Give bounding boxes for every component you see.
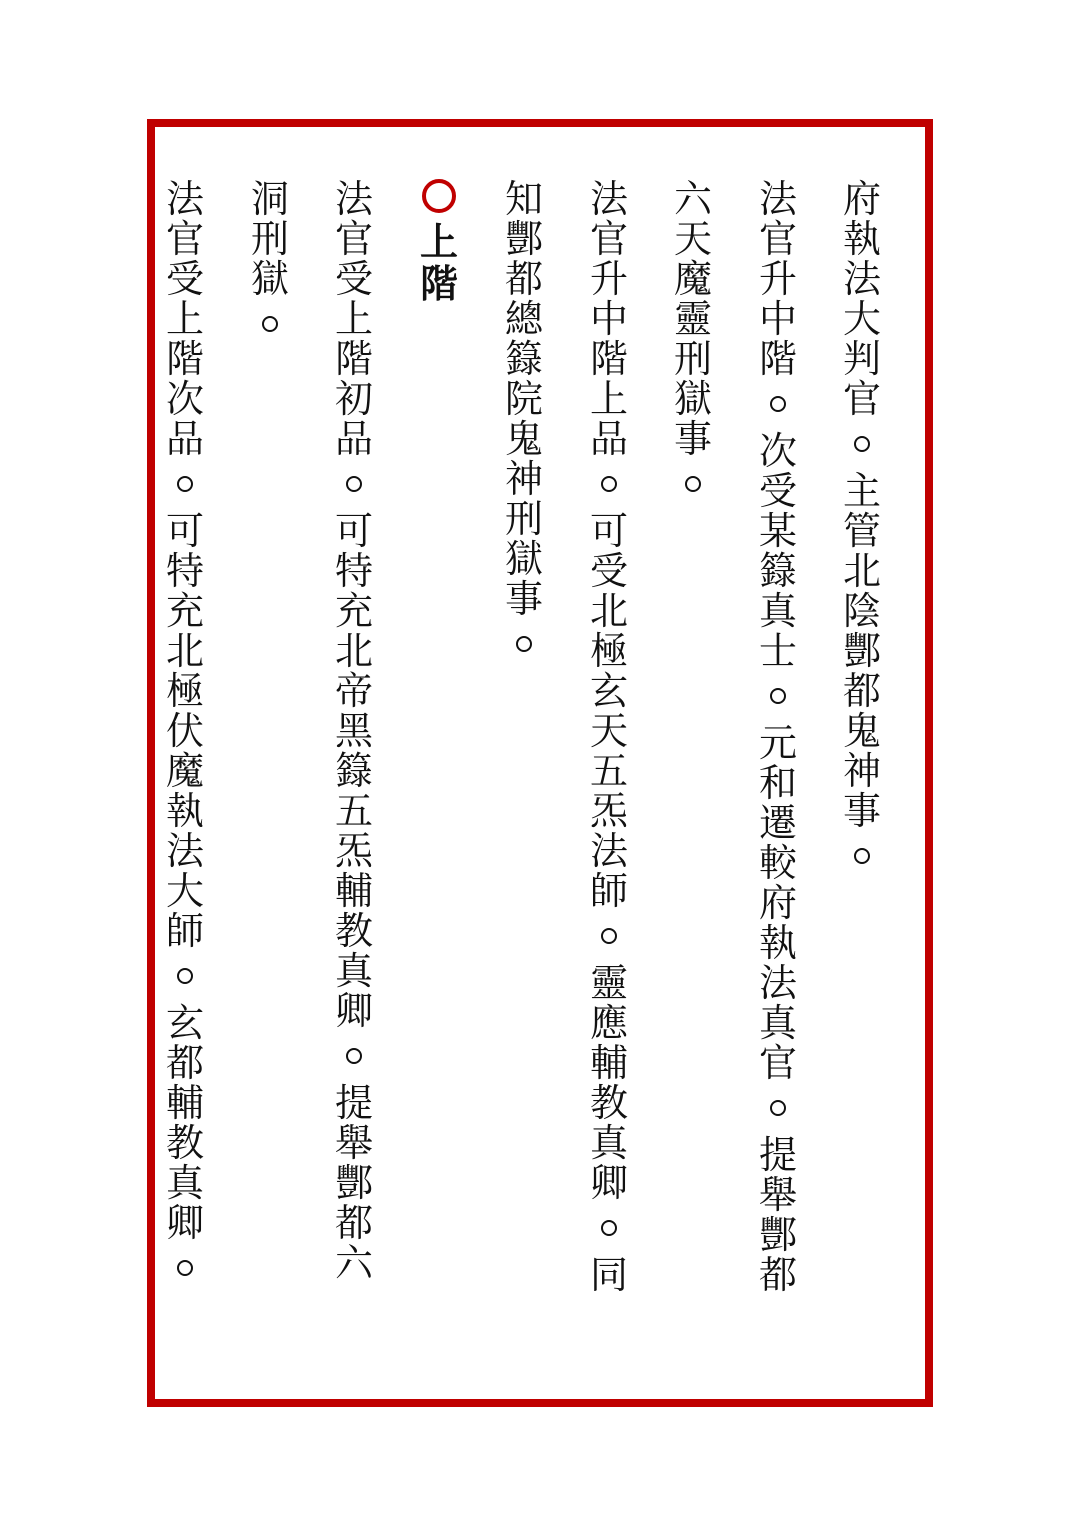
text-char: 知	[504, 177, 543, 221]
text-column-6	[330, 179, 378, 1283]
period-mark	[585, 911, 633, 945]
text-char: 法	[165, 829, 204, 873]
text-char: 升	[589, 257, 628, 301]
text-char: 都	[504, 257, 543, 301]
text-char: 應	[589, 1001, 628, 1045]
text-char: 舉	[758, 1173, 797, 1217]
text-char: 判	[842, 337, 881, 381]
text-char: 事	[504, 577, 543, 621]
text-char: 黑	[334, 709, 373, 753]
text-char: 可	[589, 509, 628, 553]
text-char: 五	[334, 789, 373, 833]
period-mark	[161, 1243, 209, 1277]
text-char: 提	[334, 1081, 373, 1125]
text-char: 官	[758, 1041, 797, 1085]
period-mark	[838, 831, 886, 865]
text-char: 中	[758, 297, 797, 341]
section-heading	[415, 179, 463, 305]
text-char: 官	[165, 217, 204, 261]
text-char: 教	[165, 1121, 204, 1165]
text-char: 真	[589, 1121, 628, 1165]
text-char: 靈	[589, 961, 628, 1005]
period-mark	[669, 459, 717, 493]
period-mark	[838, 419, 886, 453]
text-char: 管	[842, 509, 881, 553]
text-char: 真	[758, 589, 797, 633]
text-char: 大	[165, 869, 204, 913]
period-mark	[754, 1083, 802, 1117]
text-char: 魔	[673, 257, 712, 301]
text-char: 法	[334, 177, 373, 221]
text-char: 教	[589, 1081, 628, 1125]
text-char: 特	[165, 549, 204, 593]
text-column-8	[161, 179, 209, 1277]
period-mark	[330, 1031, 378, 1065]
text-char: 都	[842, 669, 881, 713]
text-char: 受	[334, 257, 373, 301]
text-char: 次	[165, 377, 204, 421]
text-char: 上	[334, 297, 373, 341]
period-mark	[585, 459, 633, 493]
text-char: 師	[589, 869, 628, 913]
text-char: 初	[334, 377, 373, 421]
text-char: 北	[165, 629, 204, 673]
text-char: 府	[842, 177, 881, 221]
text-char: 大	[842, 297, 881, 341]
text-char: 鬼	[504, 417, 543, 461]
text-char: 伏	[165, 709, 204, 753]
text-char: 府	[758, 881, 797, 925]
text-char: 炁	[334, 829, 373, 873]
text-char: 特	[334, 549, 373, 593]
text-char: 品	[589, 417, 628, 461]
text-column-7	[246, 179, 294, 333]
circle-marker-icon	[422, 179, 456, 213]
text-char: 北	[334, 629, 373, 673]
text-char: 官	[334, 217, 373, 261]
text-char: 獄	[504, 537, 543, 581]
text-char: 酆	[334, 1161, 373, 1205]
period-mark	[246, 299, 294, 333]
text-char: 法	[758, 177, 797, 221]
text-char: 極	[589, 629, 628, 673]
text-char: 洞	[250, 177, 289, 221]
text-char: 次	[758, 429, 797, 473]
text-char: 刑	[250, 217, 289, 261]
text-char: 品	[334, 417, 373, 461]
text-char: 官	[842, 377, 881, 421]
text-char: 神	[504, 457, 543, 501]
heading-char: 階	[419, 262, 458, 306]
text-char: 士	[758, 629, 797, 673]
text-char: 上	[589, 377, 628, 421]
text-char: 充	[165, 589, 204, 633]
text-char: 酆	[758, 1213, 797, 1257]
text-char: 和	[758, 761, 797, 805]
period-mark	[161, 951, 209, 985]
text-char: 主	[842, 469, 881, 513]
text-char: 某	[758, 509, 797, 553]
text-char: 師	[165, 909, 204, 953]
text-char: 法	[589, 829, 628, 873]
text-char: 充	[334, 589, 373, 633]
text-char: 可	[165, 509, 204, 553]
text-char: 酆	[842, 629, 881, 673]
text-char: 執	[842, 217, 881, 261]
text-char: 刑	[504, 497, 543, 541]
text-char: 炁	[589, 789, 628, 833]
period-mark	[330, 459, 378, 493]
text-char: 執	[165, 789, 204, 833]
text-char: 真	[165, 1161, 204, 1205]
text-char: 教	[334, 909, 373, 953]
text-char: 舉	[334, 1121, 373, 1165]
text-char: 總	[504, 297, 543, 341]
text-char: 法	[842, 257, 881, 301]
text-char: 輔	[334, 869, 373, 913]
text-char: 五	[589, 749, 628, 793]
text-char: 籙	[504, 337, 543, 381]
text-char: 玄	[165, 1001, 204, 1045]
text-char: 可	[334, 509, 373, 553]
text-char: 受	[165, 257, 204, 301]
text-column-1	[838, 179, 886, 865]
text-column-4	[585, 179, 633, 1295]
text-char: 院	[504, 377, 543, 421]
text-column-2	[754, 179, 802, 1295]
text-char: 都	[165, 1041, 204, 1085]
text-char: 中	[589, 297, 628, 341]
text-char: 卿	[589, 1161, 628, 1205]
text-char: 輔	[165, 1081, 204, 1125]
text-char: 法	[589, 177, 628, 221]
text-char: 品	[165, 417, 204, 461]
text-char: 提	[758, 1133, 797, 1177]
text-char: 酆	[504, 217, 543, 261]
text-char: 上	[165, 297, 204, 341]
text-char: 官	[758, 217, 797, 261]
text-char: 北	[842, 549, 881, 593]
text-char: 籙	[334, 749, 373, 793]
text-char: 官	[589, 217, 628, 261]
text-char: 真	[334, 949, 373, 993]
period-mark	[754, 379, 802, 413]
period-mark	[585, 1203, 633, 1237]
text-char: 同	[589, 1253, 628, 1297]
text-char: 北	[589, 589, 628, 633]
text-char: 真	[758, 1001, 797, 1045]
text-char: 籙	[758, 549, 797, 593]
text-char: 六	[673, 177, 712, 221]
text-char: 階	[334, 337, 373, 381]
text-char: 天	[589, 709, 628, 753]
text-column-5	[500, 179, 548, 653]
text-char: 獄	[250, 257, 289, 301]
text-char: 六	[334, 1241, 373, 1285]
text-char: 輔	[589, 1041, 628, 1085]
text-char: 階	[758, 337, 797, 381]
text-column-3	[669, 179, 717, 493]
text-char: 階	[165, 337, 204, 381]
text-char: 極	[165, 669, 204, 713]
text-char: 受	[589, 549, 628, 593]
period-mark	[500, 619, 548, 653]
text-char: 升	[758, 257, 797, 301]
text-char: 天	[673, 217, 712, 261]
text-char: 元	[758, 721, 797, 765]
text-char: 階	[589, 337, 628, 381]
text-char: 事	[673, 417, 712, 461]
text-char: 法	[165, 177, 204, 221]
text-char: 都	[758, 1253, 797, 1297]
text-char: 事	[842, 789, 881, 833]
text-char: 刑	[673, 337, 712, 381]
period-mark	[161, 459, 209, 493]
heading-char: 上	[419, 220, 458, 264]
text-char: 玄	[589, 669, 628, 713]
text-char: 獄	[673, 377, 712, 421]
text-char: 法	[758, 961, 797, 1005]
text-char: 帝	[334, 669, 373, 713]
text-char: 卿	[165, 1201, 204, 1245]
text-char: 鬼	[842, 709, 881, 753]
text-char: 卿	[334, 989, 373, 1033]
text-char: 神	[842, 749, 881, 793]
text-char: 較	[758, 841, 797, 885]
text-char: 遷	[758, 801, 797, 845]
text-char: 魔	[165, 749, 204, 793]
text-char: 受	[758, 469, 797, 513]
text-char: 執	[758, 921, 797, 965]
document-frame	[147, 119, 933, 1407]
text-char: 都	[334, 1201, 373, 1245]
text-char: 陰	[842, 589, 881, 633]
text-char: 靈	[673, 297, 712, 341]
period-mark	[754, 671, 802, 705]
